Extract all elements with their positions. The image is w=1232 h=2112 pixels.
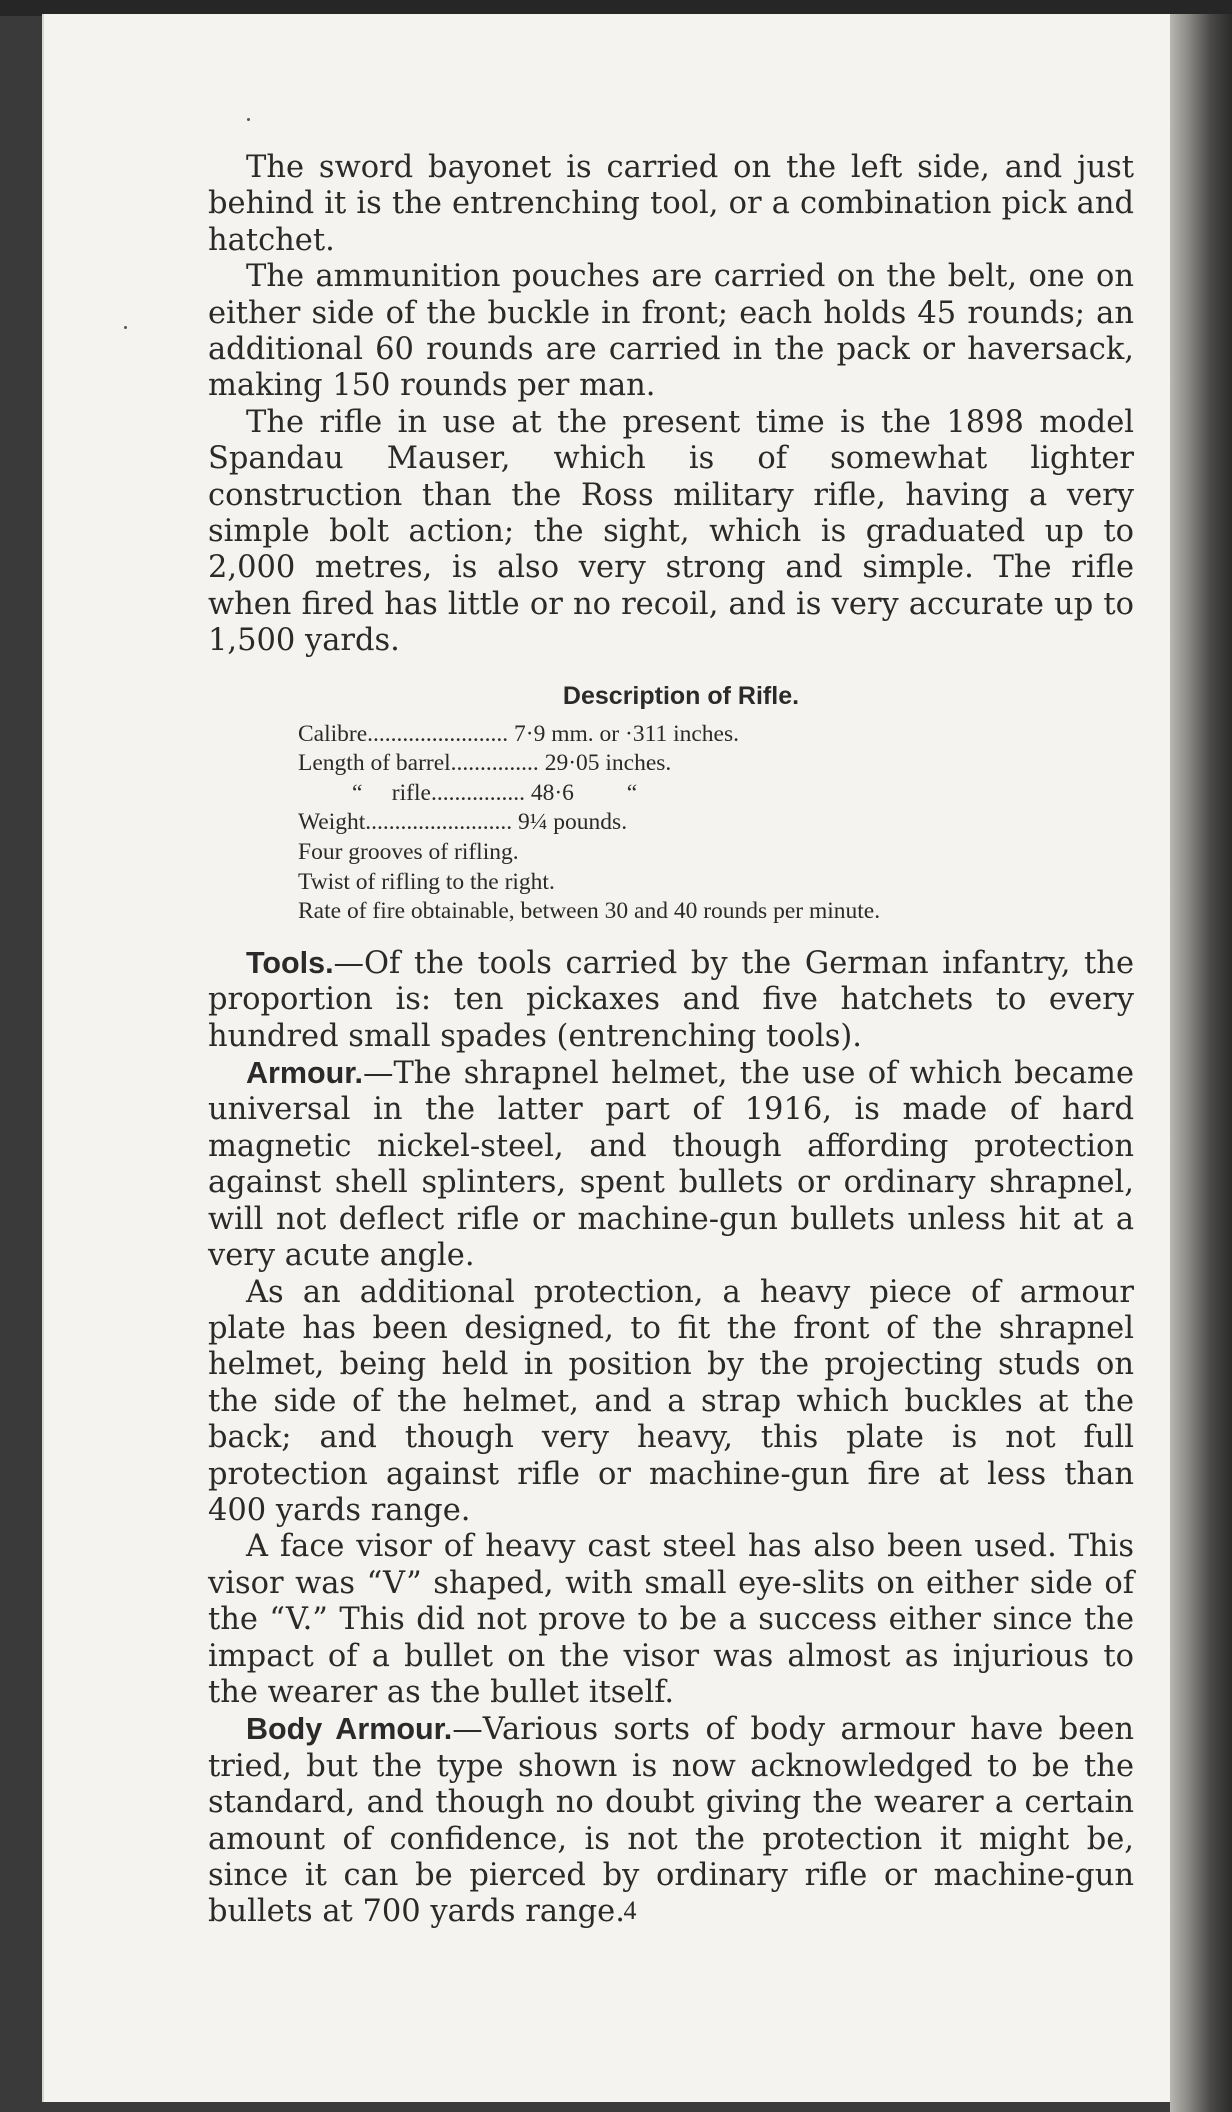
spec-value: 9¼ pounds. (518, 809, 628, 836)
armour-text: —The shrapnel helmet, the use of which became universal in the latter part of 1916, is made of hard magnetic nickel-steel, and though affording protection against shell splinters, spent bullets or ordinary shrapnel, will not deflect rifle or machine-gun bullets unless hit at a very acute angle. (208, 1056, 1134, 1274)
description-title: Description of Rifle. (562, 681, 800, 710)
page-text (208, 150, 1134, 1931)
spec-row-calibre (298, 720, 1134, 750)
paragraph-visor: A face visor of heavy cast steel has also been used. This visor was “V” shaped, with small eye-slits on either side of the “V.” This did not prove to be a success either since the impact of a bullet on the visor was almost as injurious to the wearer as the bullet itself. (208, 1529, 1134, 1710)
paper-speck (124, 326, 127, 329)
paragraph-ammunition: The ammunition pouches are carried on the belt, one on either side of the buckle in front; each holds 45 rounds; an additional 60 rounds are carried in the pack or haversack, making 150 rounds per man. (208, 259, 1134, 404)
body-armour-heading: Body Armour. (246, 1712, 453, 1747)
spec-label: Weight......................... (298, 809, 513, 836)
spec-row-barrel (298, 749, 1134, 779)
spec-note: Twist of rifling to the right. (298, 868, 555, 895)
armour-heading: Armour. (246, 1056, 363, 1091)
spec-label: “ rifle................ (352, 779, 525, 806)
page-number: 4 (623, 1896, 637, 1925)
rifle-description (208, 678, 1134, 945)
spec-value: 7·9 mm. or ·311 inches. (514, 720, 739, 747)
spec-note: Rate of fire obtainable, between 30 and 40 rounds per minute. (298, 898, 881, 925)
body-armour-text: —Various sorts of body armour have been tried, but the type shown is now acknowledged to be the standard, and though no doubt giving the wearer a certain amount of confidence, is not the protection it might be, since it can be pierced by ordinary rifle or machine-gun bullets at 700 yards range. (208, 1712, 1135, 1930)
paragraph-rifle: The rifle in use at the present time is the 1898 model Spandau Mauser, which is of somewhat lighter construction than the Ross military rifle, having a very simple bolt action; the sight, which is graduated up to 2,000 metres, is also very strong and simple. The rifle when fired has little or no recoil, and is very accurate up to 1,500 yards. (208, 404, 1134, 659)
spec-label: Length of barrel............... (298, 750, 539, 777)
paper-speck (247, 118, 250, 121)
spec-value: 29·05 inches. (544, 750, 672, 777)
paragraph-armour (208, 1055, 1134, 1274)
spec-label: Calibre........................ (298, 720, 509, 747)
paragraph-bayonet: The sword bayonet is carried on the left side, and just behind it is the entrenching tool, or a combination pick and hatchet. (208, 150, 1134, 258)
page-binding-shadow (1170, 14, 1232, 2112)
tools-text: —Of the tools carried by the German infantry, the proportion is: ten pickaxes and five hatchets to every hundred small spades (entrenching tools). (208, 945, 1134, 1054)
paragraph-armour-plate: As an additional protection, a heavy piece of armour plate has been designed, to fit the front of the shrapnel helmet, being held in position by the projecting studs on the side of the helmet, and a strap which buckles at the back; and though very heavy, this plate is not full protection against rifle or machine-gun fire at less than 400 yards range. (208, 1274, 1134, 1528)
paragraph-tools (208, 945, 1134, 1055)
spec-row-rifle-length (298, 779, 1134, 809)
spec-note: Four grooves of rifling. (298, 839, 519, 866)
spec-row-weight (298, 808, 1134, 838)
spec-value: 48·6 “ (530, 779, 638, 806)
spec-list (298, 720, 1134, 927)
tools-heading: Tools. (246, 945, 334, 980)
